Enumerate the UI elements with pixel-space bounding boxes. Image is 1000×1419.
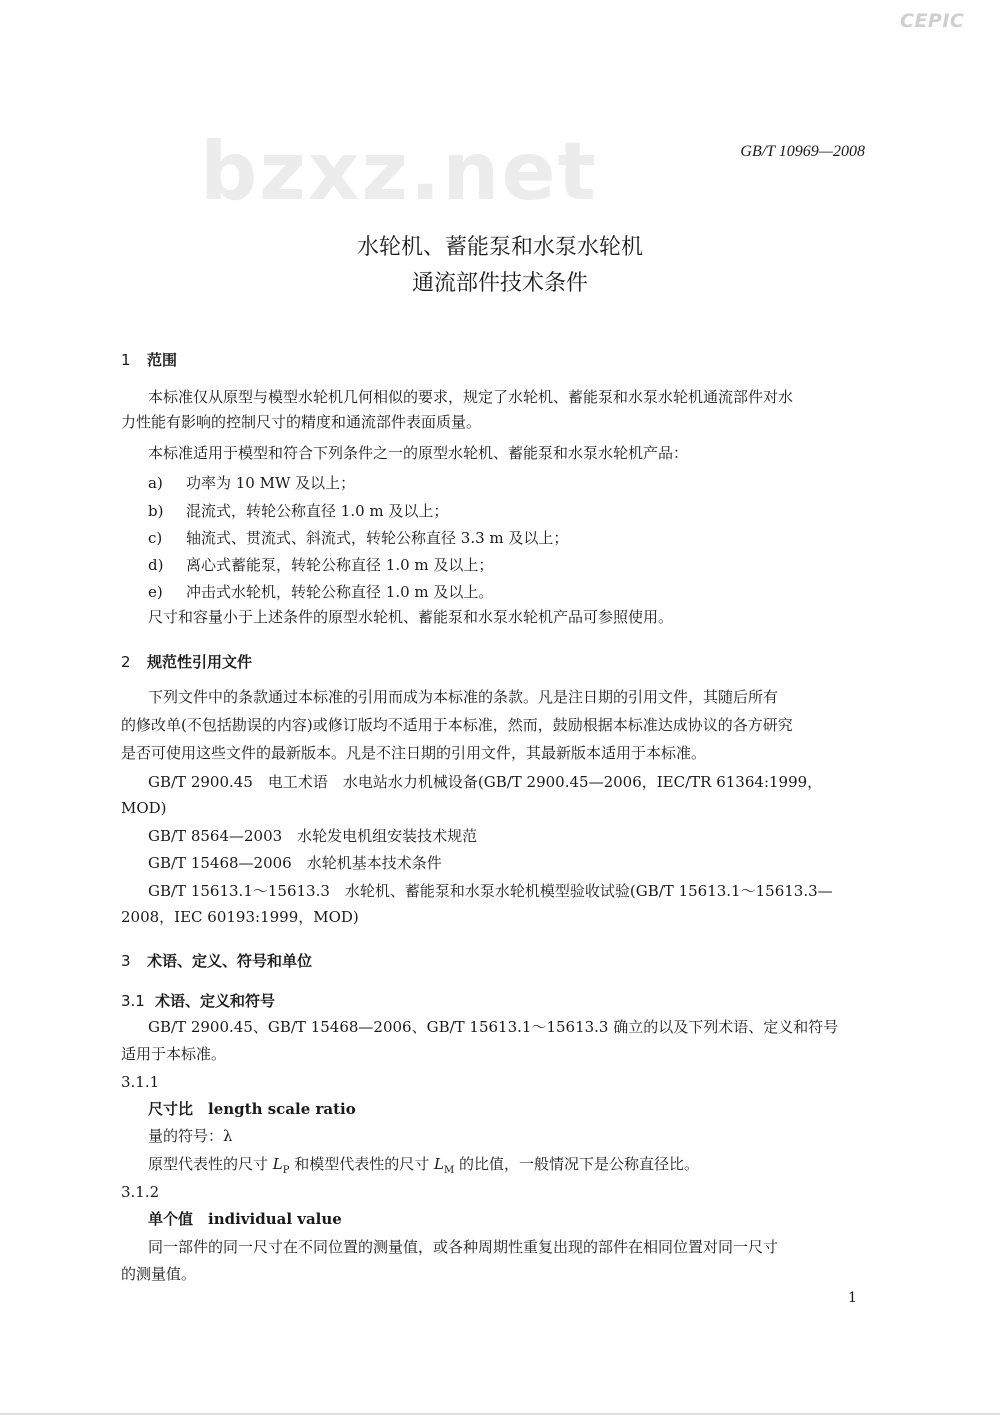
subsection-number: 3.1 bbox=[121, 992, 145, 1010]
section-number: 2 bbox=[121, 653, 131, 671]
list-marker: e) bbox=[148, 583, 163, 601]
reference-4b: 2008，IEC 60193:1999，MOD) bbox=[121, 908, 359, 926]
list-item bbox=[148, 500, 448, 521]
reference-1a: GB/T 2900.45 电工术语 水电站水力机械设备(GB/T 2900.45—2006，IEC/TR 61364:1999， bbox=[148, 773, 823, 791]
term-definition-a: 同一部件的同一尺寸在不同位置的测量值，或各种周期性重复出现的部件在相同位置对同一尺寸 bbox=[148, 1238, 779, 1256]
bottom-divider bbox=[0, 1413, 1000, 1415]
reference-1b: MOD) bbox=[121, 799, 167, 817]
symbol-lp: L bbox=[272, 1155, 283, 1173]
section-number: 3 bbox=[121, 952, 131, 970]
sec3-paragraph-1a: GB/T 2900.45、GB/T 15468—2006、GB/T 15613.1～15613.3 确立的以及下列术语、定义和符号 bbox=[148, 1018, 839, 1036]
list-item bbox=[148, 581, 493, 602]
list-item bbox=[148, 472, 355, 493]
section-3-heading bbox=[121, 950, 312, 971]
watermark: bzxz.net bbox=[200, 125, 598, 218]
definition-text: 的比值，一般情况下是公称直径比。 bbox=[454, 1155, 700, 1173]
term-number: 3.1.2 bbox=[121, 1183, 160, 1201]
section-number: 1 bbox=[121, 351, 131, 369]
sec2-paragraph-1c: 是否可使用这些文件的最新版本。凡是不注日期的引用文件，其最新版本适用于本标准。 bbox=[121, 744, 707, 762]
term-title: 尺寸比 length scale ratio bbox=[148, 1100, 356, 1118]
term-number: 3.1.1 bbox=[121, 1073, 160, 1091]
title-line-2: 通流部件技术条件 bbox=[411, 271, 588, 296]
sec3-paragraph-1b: 适用于本标准。 bbox=[121, 1045, 227, 1063]
term-symbol: 量的符号：λ bbox=[148, 1127, 233, 1145]
reference-4a: GB/T 15613.1～15613.3 水轮机、蓄能泵和水泵水轮机模型验收试验(GB/T 15613.1～15613.3— bbox=[148, 882, 833, 900]
list-text: 冲击式水轮机，转轮公称直径 1.0 m 及以上。 bbox=[186, 583, 494, 601]
title-line-1: 水轮机、蓄能泵和水泵水轮机 bbox=[356, 235, 643, 260]
subsection-3-1-heading bbox=[121, 990, 275, 1011]
list-text: 离心式蓄能泵，转轮公称直径 1.0 m 及以上； bbox=[186, 556, 494, 574]
page-number: 1 bbox=[848, 1290, 857, 1306]
sec2-paragraph-1a: 下列文件中的条款通过本标准的引用而成为本标准的条款。凡是注日期的引用文件，其随后所有 bbox=[148, 688, 779, 706]
symbol-lm-subscript: M bbox=[444, 1165, 455, 1176]
term-definition bbox=[148, 1153, 699, 1182]
sec1-paragraph-1a: 本标准仅从原型与模型水轮机几何相似的要求，规定了水轮机、蓄能泵和水泵水轮机通流部件对水 bbox=[148, 388, 794, 406]
term-title: 单个值 individual value bbox=[148, 1210, 342, 1228]
list-text: 轴流式、贯流式、斜流式，转轮公称直径 3.3 m 及以上； bbox=[186, 529, 569, 547]
list-item bbox=[148, 554, 493, 575]
list-marker: b) bbox=[148, 502, 164, 520]
section-title: 范围 bbox=[147, 351, 178, 369]
reference-2: GB/T 8564—2003 水轮发电机组安装技术规范 bbox=[148, 827, 478, 845]
cepic-logo: CEPIC bbox=[900, 10, 965, 32]
list-item bbox=[148, 527, 568, 548]
list-text: 混流式，转轮公称直径 1.0 m 及以上； bbox=[186, 502, 449, 520]
symbol-lm: L bbox=[434, 1155, 444, 1173]
subsection-title: 术语、定义和符号 bbox=[155, 992, 276, 1010]
symbol-lp-subscript: P bbox=[282, 1165, 290, 1176]
definition-text: 和模型代表性的尺寸 bbox=[289, 1155, 435, 1173]
standard-number: GB/T 10969—2008 bbox=[740, 143, 865, 160]
sec2-paragraph-1b: 的修改单(不包括勘误的内容)或修订版均不适用于本标准，然而，鼓励根据本标准达成协议的各方研究 bbox=[121, 716, 793, 734]
list-marker: a) bbox=[148, 474, 163, 492]
section-1-heading bbox=[121, 349, 177, 370]
section-title: 术语、定义、符号和单位 bbox=[147, 952, 313, 970]
sec1-paragraph-3: 尺寸和容量小于上述条件的原型水轮机、蓄能泵和水泵水轮机产品可参照使用。 bbox=[148, 608, 674, 626]
term-definition-b: 的测量值。 bbox=[121, 1265, 197, 1283]
list-marker: c) bbox=[148, 529, 163, 547]
sec1-paragraph-2: 本标准适用于模型和符合下列条件之一的原型水轮机、蓄能泵和水泵水轮机产品： bbox=[148, 444, 689, 462]
list-text: 功率为 10 MW 及以上； bbox=[186, 474, 356, 492]
definition-text: 原型代表性的尺寸 bbox=[148, 1155, 273, 1173]
list-marker: d) bbox=[148, 556, 164, 574]
reference-3: GB/T 15468—2006 水轮机基本技术条件 bbox=[148, 854, 442, 872]
sec1-paragraph-1b: 力性能有影响的控制尺寸的精度和通流部件表面质量。 bbox=[121, 413, 482, 431]
section-title: 规范性引用文件 bbox=[147, 653, 253, 671]
section-2-heading bbox=[121, 651, 252, 672]
